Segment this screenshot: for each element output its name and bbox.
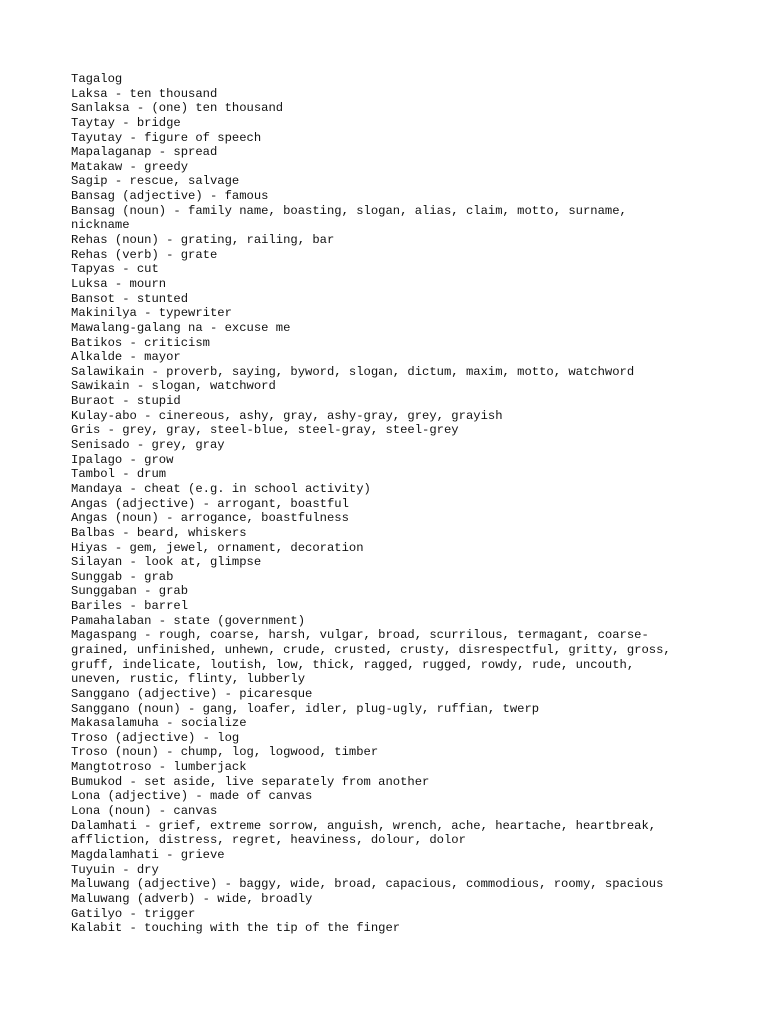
document-page — [71, 72, 701, 936]
document-line: Lona (noun) - canvas — [71, 804, 218, 819]
document-line: Gatilyo - trigger — [71, 906, 196, 921]
document-line: nickname — [71, 218, 130, 233]
document-line: Rehas (verb) - grate — [71, 247, 218, 262]
document-line: Batikos - criticism — [71, 335, 210, 350]
document-line: Sawikain - slogan, watchword — [71, 379, 276, 394]
document-line: Tambol - drum — [71, 467, 167, 482]
document-line: Bariles - barrel — [71, 599, 189, 614]
document-line: Bumukod - set aside, live separately from another — [71, 774, 430, 789]
document-line: Magaspang - rough, coarse, harsh, vulgar, broad, scurrilous, termagant, coarse- — [71, 628, 649, 643]
document-line: Tapyas - cut — [71, 262, 159, 277]
document-line: Mawalang-galang na - excuse me — [71, 320, 291, 335]
document-line: Bansot - stunted — [71, 291, 189, 306]
document-line: Mandaya - cheat (e.g. in school activity) — [71, 481, 371, 496]
document-line: Tuyuin - dry — [71, 862, 159, 877]
document-line: Buraot - stupid — [71, 394, 181, 409]
document-line: uneven, rustic, flinty, lubberly — [71, 672, 306, 687]
document-line: affliction, distress, regret, heaviness, dolour, dolor — [71, 833, 466, 848]
document-line: Tayutay - figure of speech — [71, 130, 262, 145]
document-line: Mapalaganap - spread — [71, 145, 218, 160]
document-line: Bansag (noun) - family name, boasting, slogan, alias, claim, motto, surname, — [71, 203, 627, 218]
document-line: Taytay - bridge — [71, 115, 181, 130]
document-line: Dalamhati - grief, extreme sorrow, anguish, wrench, ache, heartache, heartbreak, — [71, 818, 657, 833]
document-line: Ipalago - grow — [71, 452, 174, 467]
document-line: Silayan - look at, glimpse — [71, 555, 262, 570]
document-line: Sagip - rescue, salvage — [71, 174, 240, 189]
document-line: Gris - grey, gray, steel-blue, steel-gray, steel-grey — [71, 423, 459, 438]
document-line: Alkalde - mayor — [71, 350, 181, 365]
document-line: Senisado - grey, gray — [71, 438, 225, 453]
document-line: Bansag (adjective) - famous — [71, 189, 269, 204]
document-line: gruff, indelicate, loutish, low, thick, ragged, rugged, rowdy, rude, uncouth, — [71, 657, 635, 672]
document-line: Magdalamhati - grieve — [71, 847, 225, 862]
document-line: Lona (adjective) - made of canvas — [71, 789, 313, 804]
document-line: Angas (noun) - arrogance, boastfulness — [71, 511, 349, 526]
document-line: Sunggab - grab — [71, 569, 174, 584]
document-line: Troso (adjective) - log — [71, 730, 240, 745]
document-line: Sunggaban - grab — [71, 584, 189, 599]
document-line: Balbas - beard, whiskers — [71, 525, 247, 540]
document-line: Maluwang (adjective) - baggy, wide, broad, capacious, commodious, roomy, spacious — [71, 877, 664, 892]
document-line: Sanlaksa - (one) ten thousand — [71, 101, 284, 116]
document-line: Troso (noun) - chump, log, logwood, timber — [71, 745, 379, 760]
document-line: Luksa - mourn — [71, 276, 167, 291]
document-line: Hiyas - gem, jewel, ornament, decoration — [71, 540, 364, 555]
document-line: Mangtotroso - lumberjack — [71, 760, 247, 775]
document-line: Matakaw - greedy — [71, 159, 189, 174]
document-line: Pamahalaban - state (government) — [71, 613, 306, 628]
document-line: Rehas (noun) - grating, railing, bar — [71, 233, 335, 248]
document-line: Sanggano (noun) - gang, loafer, idler, plug-ugly, ruffian, twerp — [71, 701, 540, 716]
document-line: Sanggano (adjective) - picaresque — [71, 686, 313, 701]
document-line: Kalabit - touching with the tip of the finger — [71, 921, 401, 936]
document-line: Kulay-abo - cinereous, ashy, gray, ashy-gray, grey, grayish — [71, 408, 503, 423]
document-line: Salawikain - proverb, saying, byword, slogan, dictum, maxim, motto, watchword — [71, 364, 635, 379]
document-heading: Tagalog — [71, 72, 123, 86]
document-line: Makasalamuha - socialize — [71, 716, 247, 731]
document-line: Angas (adjective) - arrogant, boastful — [71, 496, 349, 511]
document-line: Makinilya - typewriter — [71, 306, 232, 321]
document-line: Laksa - ten thousand — [71, 86, 218, 101]
document-line: grained, unfinished, unhewn, crude, crusted, crusty, disrespectful, gritty, gross, — [71, 642, 671, 657]
document-line: Maluwang (adverb) - wide, broadly — [71, 891, 313, 906]
